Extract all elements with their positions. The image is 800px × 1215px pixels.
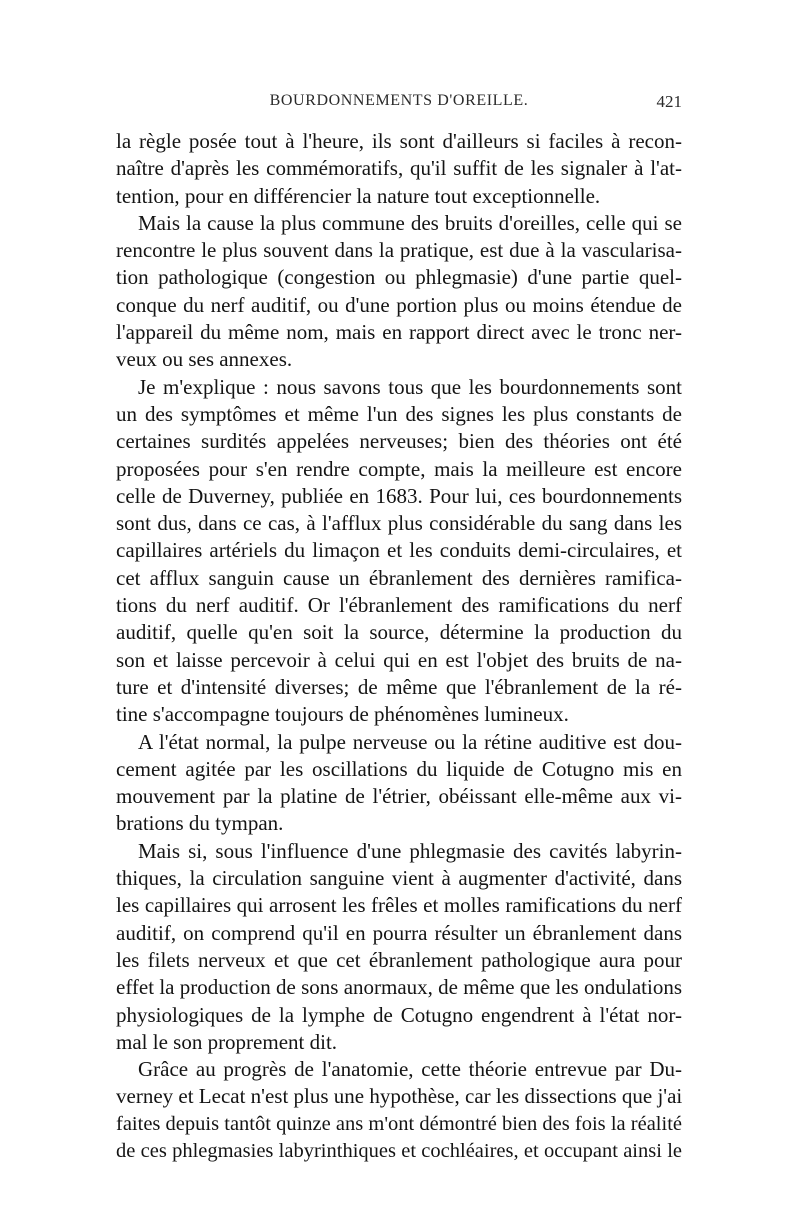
page-number: 421	[656, 92, 682, 111]
text-line: l'appareil du même nom, mais en rapport direct avec le tronc ner-	[116, 320, 682, 345]
text-line: auditif, quelle qu'en soit la source, détermine la production du	[116, 620, 682, 645]
text-line: les capillaires qui arrosent les frêles et molles ramifications du nerf	[116, 893, 682, 918]
text-line: de ces phlegmasies labyrinthiques et cochléaires, et occupant ainsi le	[116, 1139, 682, 1162]
text-line: mouvement par la platine de l'étrier, obéissant elle-même aux vi-	[116, 784, 682, 809]
text-line: veux ou ses annexes.	[116, 347, 293, 372]
text-line: effet la production de sons anormaux, de même que les ondulations	[116, 975, 682, 1000]
text-line: ture et d'intensité diverses; de même que l'ébranlement de la ré-	[116, 674, 682, 699]
text-line: la règle posée tout à l'heure, ils sont d'ailleurs si faciles à recon-	[116, 129, 682, 153]
text-line: capillaires artériels du limaçon et les conduits demi-circulaires, et	[116, 538, 682, 563]
text-line: auditif, on comprend qu'il en pourra résulter un ébranlement dans	[116, 920, 682, 945]
text-line: celle de Duverney, publiée en 1683. Pour lui, ces bourdonnements	[116, 483, 682, 508]
text-line: Mais la cause la plus commune des bruits d'oreilles, celle qui se	[138, 210, 682, 235]
text-line: un des symptômes et même l'un des signes les plus constants de	[116, 401, 682, 426]
text-line: faites depuis tantôt quinze ans m'ont démontré bien des fois la réalité	[116, 1112, 682, 1135]
text-line: son et laisse percevoir à celui qui en est l'objet des bruits de na-	[116, 647, 682, 672]
text-line: Grâce au progrès de l'anatomie, cette théorie entrevue par Du-	[138, 1057, 682, 1082]
text-line: sont dus, dans ce cas, à l'afflux plus considérable du sang dans les	[116, 511, 682, 536]
text-line: brations du tympan.	[116, 811, 284, 836]
text-line: physiologiques de la lymphe de Cotugno engendrent à l'état nor-	[116, 1002, 682, 1027]
text-line: proposées pour s'en rendre compte, mais la meilleure est encore	[116, 456, 682, 481]
text-line: tine s'accompagne toujours de phénomènes lumineux.	[116, 702, 569, 727]
text-line: conque du nerf auditif, ou d'une portion plus ou moins étendue de	[116, 292, 682, 317]
text-line: verney et Lecat n'est plus une hypothèse, car les dissections que j'ai	[116, 1084, 683, 1109]
text-line: Mais si, sous l'influence d'une phlegmasie des cavités labyrin-	[138, 838, 682, 863]
text-line: naître d'après les commémoratifs, qu'il suffit de les signaler à l'at-	[116, 156, 682, 181]
text-line: thiques, la circulation sanguine vient à augmenter d'activité, dans	[116, 866, 682, 891]
text-line: certaines surdités appelées nerveuses; bien des théories ont été	[116, 429, 682, 454]
text-line: tention, pour en différencier la nature tout exceptionnelle.	[116, 183, 601, 208]
text-line: rencontre le plus souvent dans la pratique, est due à la vascularisa-	[116, 238, 682, 263]
text-line: Je m'explique : nous savons tous que les bourdonnements sont	[138, 374, 682, 399]
running-title: BOURDONNEMENTS D'OREILLE.	[269, 92, 529, 109]
text-line: cement agitée par les oscillations du liquide de Cotugno mis en	[116, 756, 682, 781]
text-line: cet afflux sanguin cause un ébranlement des dernières ramifica-	[116, 565, 682, 590]
text-line: A l'état normal, la pulpe nerveuse ou la rétine auditive est dou-	[138, 729, 682, 754]
text-line: les filets nerveux et que cet ébranlement pathologique aura pour	[116, 947, 682, 972]
running-head	[116, 92, 682, 118]
text-line: mal le son proprement dit.	[116, 1029, 338, 1054]
text-line: tions du nerf auditif. Or l'ébranlement des ramifications du nerf	[116, 593, 682, 618]
text-line: tion pathologique (congestion ou phlegmasie) d'une partie quel-	[116, 265, 682, 290]
body-text	[116, 128, 682, 1165]
